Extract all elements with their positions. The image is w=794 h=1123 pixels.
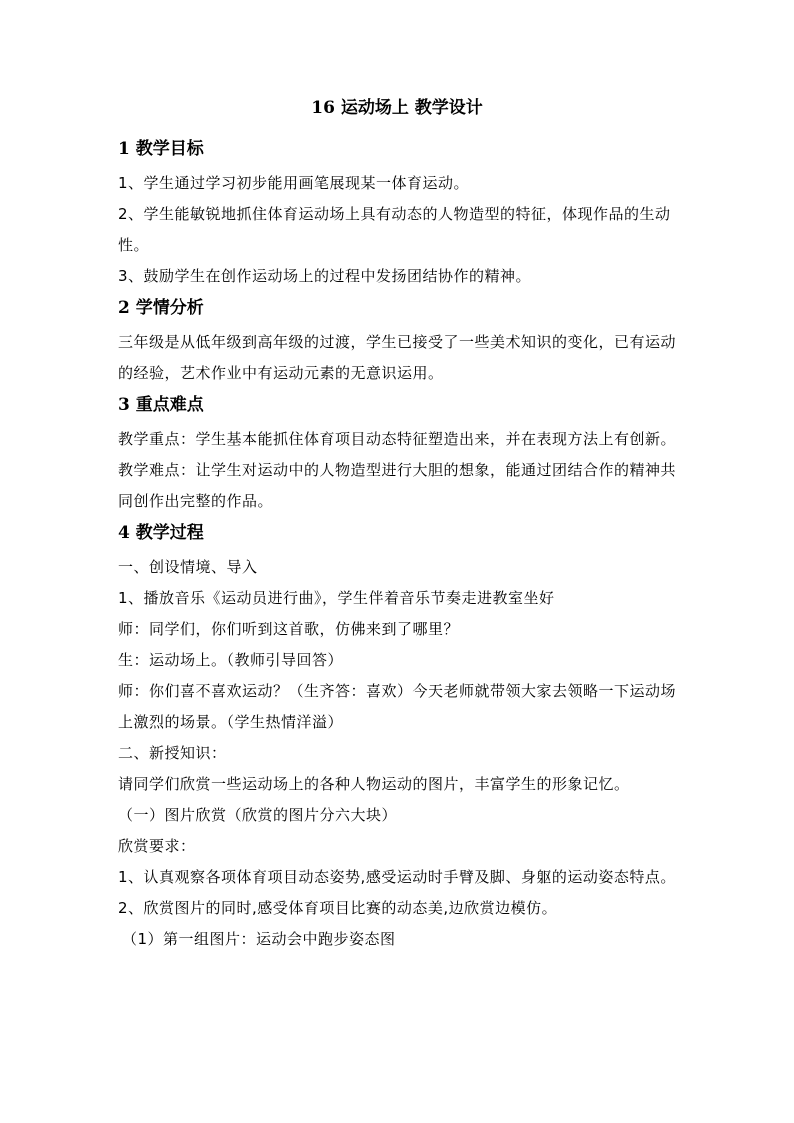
section-student-analysis — [118, 296, 678, 389]
paragraph: （1）第一组图片：运动会中跑步姿态图 — [122, 930, 396, 948]
section-heading: 1 教学目标 — [118, 139, 204, 159]
paragraph: 欣赏要求： — [118, 837, 196, 855]
paragraph: 教学难点：让学生对运动中的人物造型进行大胆的想象，能通过团结合作的精神共同创作出完整的作品。 — [118, 461, 677, 510]
paragraph: （一）图片欣赏（欣赏的图片分六大块） — [118, 806, 398, 824]
document-body — [118, 133, 678, 955]
section-heading: 4 教学过程 — [118, 523, 204, 543]
section-key-difficulties — [118, 393, 678, 517]
paragraph: 2、学生能敏锐地抓住体育运动场上具有动态的人物造型的特征，体现作品的生动性。 — [118, 205, 671, 254]
paragraph: 师：你们喜不喜欢运动？（生齐答：喜欢）今天老师就带领大家去领略一下运动场上激烈的场景。（学生热情洋溢） — [118, 682, 677, 731]
paragraph: 三年级是从低年级到高年级的过渡，学生已接受了一些美术知识的变化，已有运动的经验，艺术作业中有运动元素的无意识运用。 — [118, 333, 677, 382]
paragraph: 教学重点：学生基本能抓住体育项目动态特征塑造出来，并在表现方法上有创新。 — [118, 430, 677, 448]
paragraph: 师：同学们，你们听到这首歌，仿佛来到了哪里？ — [118, 620, 460, 638]
paragraph: 1、认真观察各项体育项目动态姿势,感受运动时手臂及脚、身躯的运动姿态特点。 — [118, 868, 676, 886]
paragraph: 一、创设情境、导入 — [118, 558, 258, 576]
paragraph: 1、播放音乐《运动员进行曲》，学生伴着音乐节奏走进教室坐好 — [118, 589, 555, 607]
paragraph: 3、鼓励学生在创作运动场上的过程中发扬团结协作的精神。 — [118, 267, 532, 285]
section-heading: 3 重点难点 — [118, 395, 204, 415]
paragraph: 生：运动场上。（教师引导回答） — [118, 651, 344, 669]
paragraph: 2、欣赏图片的同时,感受体育项目比赛的动态美,边欣赏边模仿。 — [118, 899, 558, 917]
paragraph: 1、学生通过学习初步能用画笔展现某一体育运动。 — [118, 174, 470, 192]
document-title: 16 运动场上 教学设计 — [311, 98, 483, 118]
section-heading: 2 学情分析 — [118, 298, 204, 318]
section-teaching-process — [118, 521, 678, 955]
section-teaching-objectives — [118, 137, 678, 292]
paragraph: 请同学们欣赏一些运动场上的各种人物运动的图片，丰富学生的形象记忆。 — [118, 775, 630, 793]
paragraph: 二、新授知识： — [118, 744, 227, 762]
